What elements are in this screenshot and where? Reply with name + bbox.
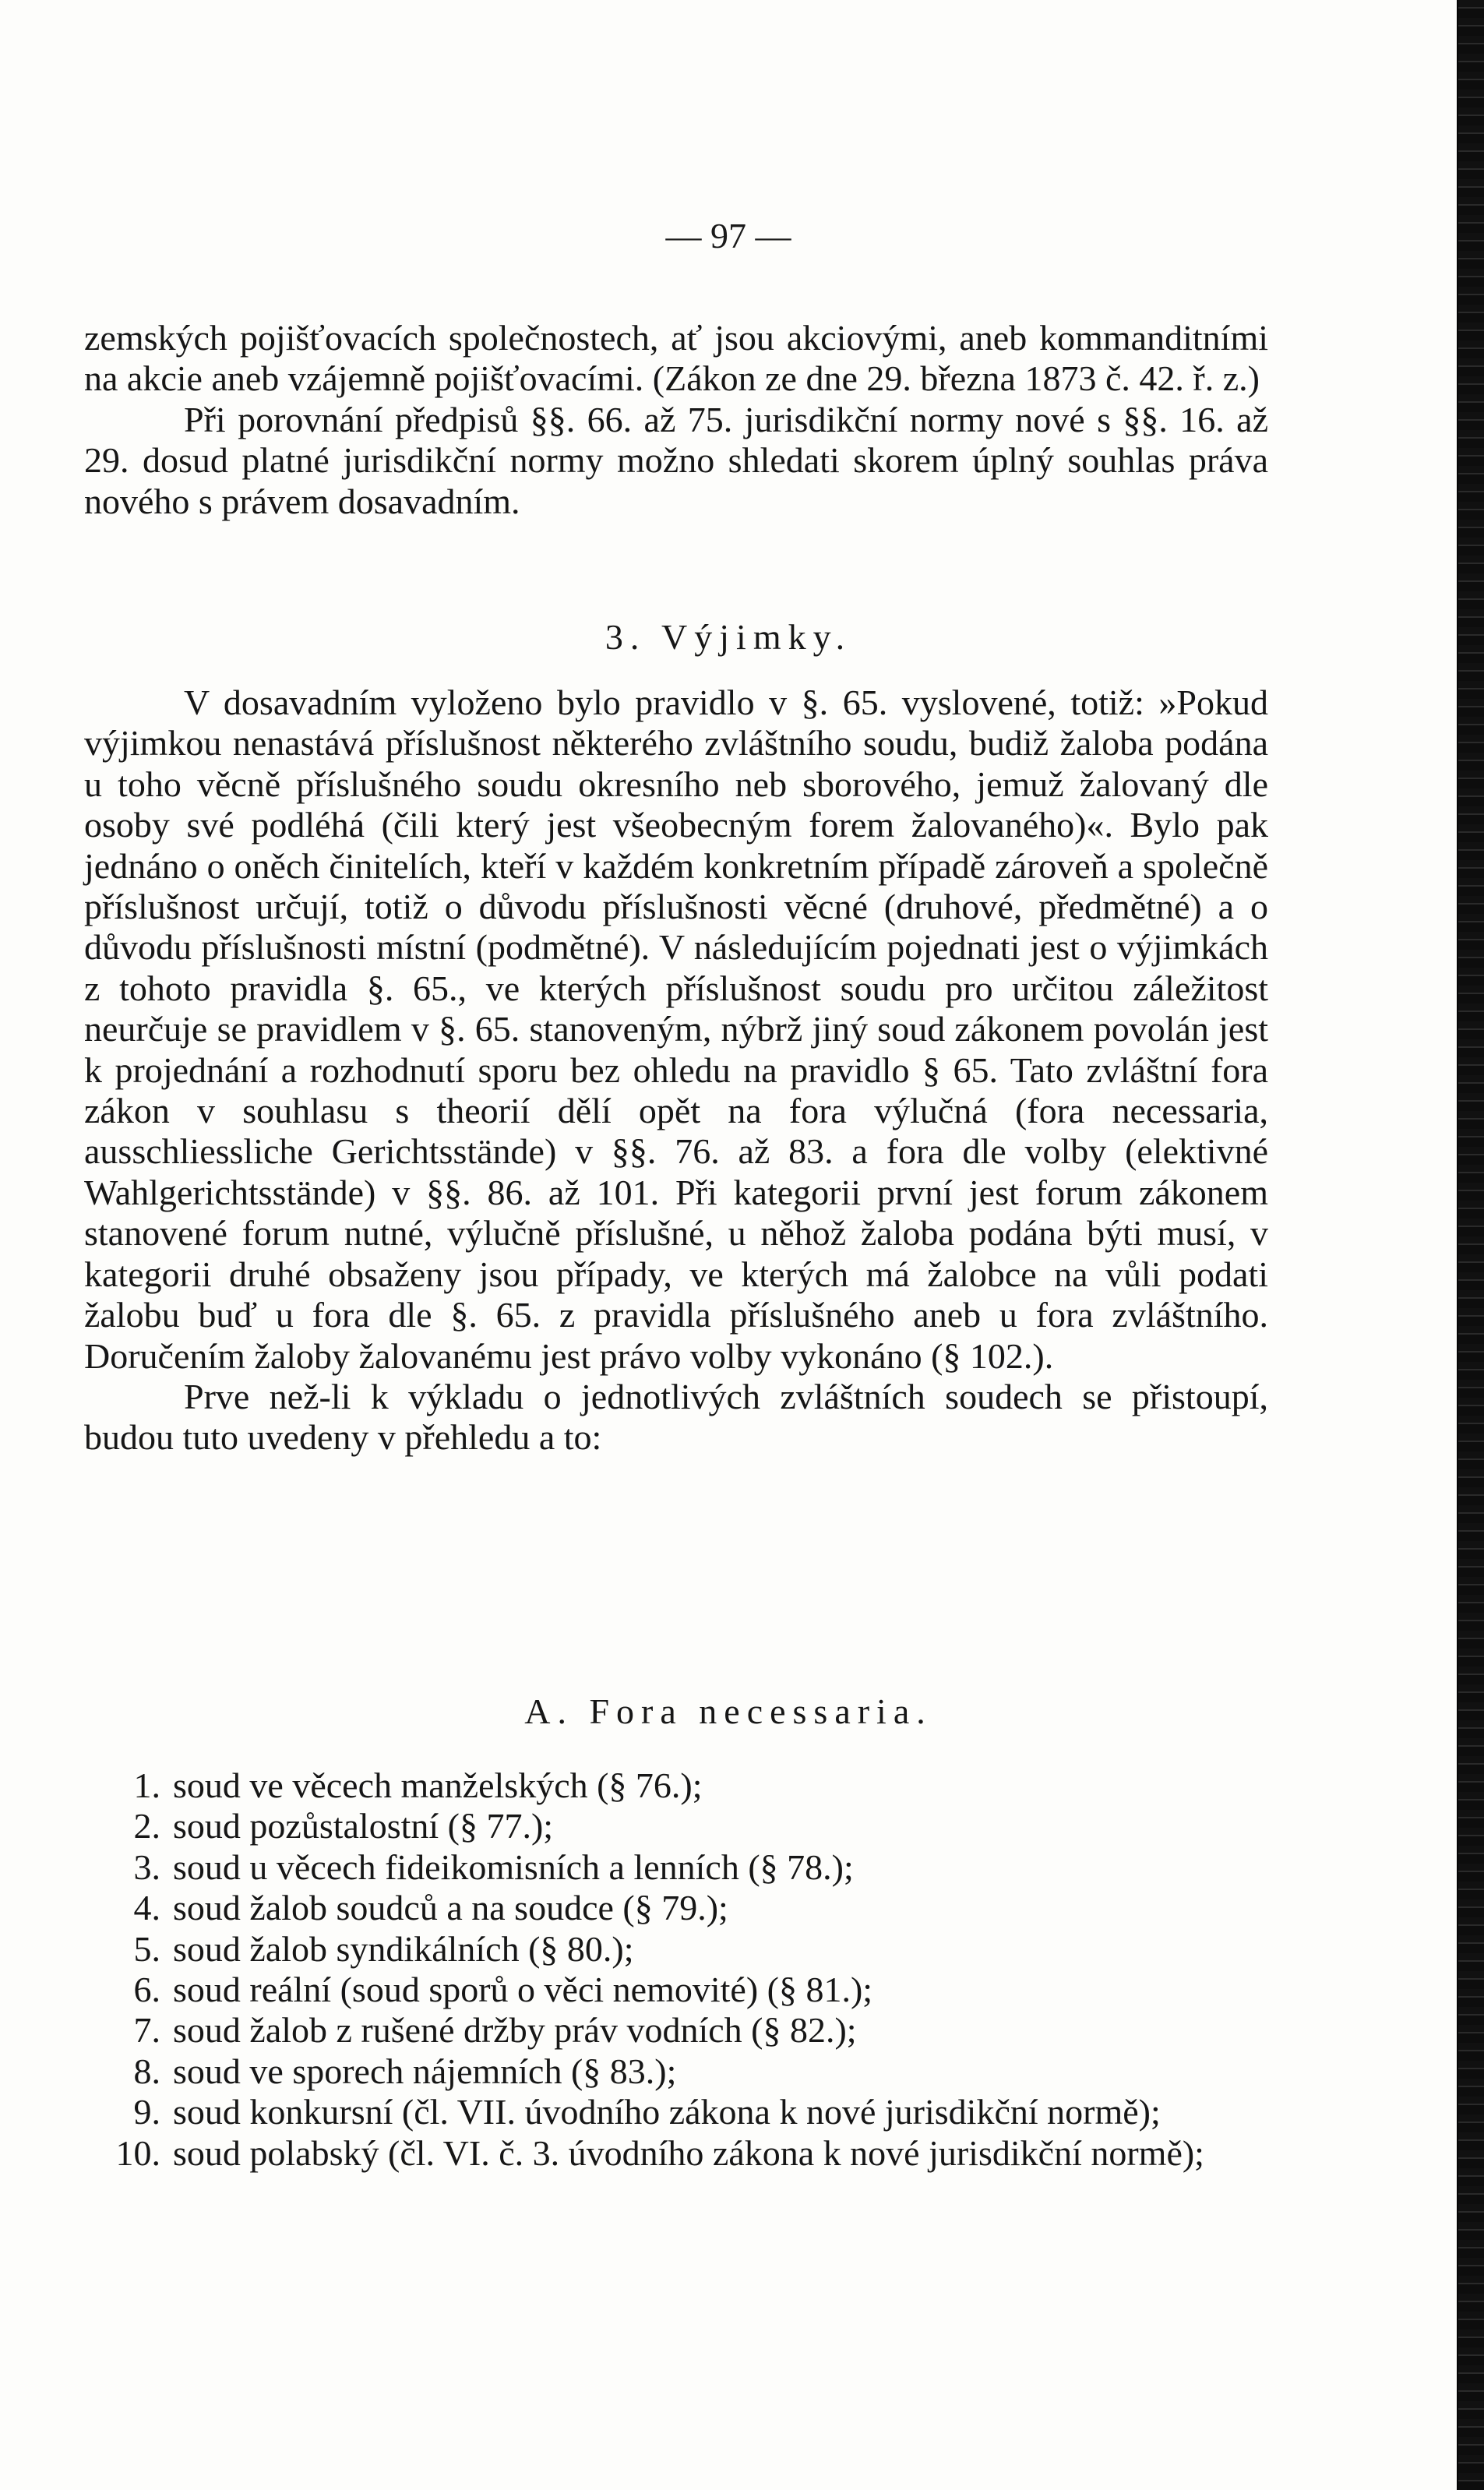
list-item-number: 8. [133,2051,160,2091]
section-heading: 3. Výjimky. [605,617,852,657]
comparison-paragraph: Při porovnání předpisů §§. 66. až 75. jurisdikční normy nové s §§. 16. až 29. dosud platné jurisdikční normy možno shledati skorem úplný souhlas práva nového s právem dosavadním. [84,399,1268,521]
list-item [84,1970,1268,2010]
list-item-text: soud konkursní (čl. VII. úvodního zákona k nové jurisdikční normě); [173,2092,1161,2132]
list-item-number: 10. [115,2132,160,2173]
list-item [84,2010,1268,2051]
list-item-text: soud ve věcech manželských (§ 76.); [173,1765,703,1805]
exceptions-paragraph: V dosavadním vyloženo bylo pravidlo v §. 65. vyslovené, totiž: »Pokud výjimkou nenastává příslušnost některého zvláštního soudu, budiž žaloba podána u toho věcně příslušného soudu okresního neb sborového, jemuž žalovaný dle osoby své podléhá (čili který jest všeobecným forem žalovaného)«. Bylo pak jednáno o oněch činitelích, kteří v každém konkretním případě zároveň a společně příslušnost určují, totiž o důvodu příslušnosti věcné (druhové, předmětné) a o důvodu příslušnosti místní (podmětné). V následujícím pojednati jest o výjimkách z tohoto pravidla §. 65., ve kterých příslušnost soudu pro určitou záležitost neurčuje se pravidlem v §. 65. stanoveným, nýbrž jiný soud zákonem povolán jest k projednání a rozhodnutí sporu bez ohledu na pravidlo § 65. Tato zvláštní fora zákon v souhlasu s theorií dělí opět na fora výlučná (fora necessaria, ausschliessliche Gerichtsstände) v §§. 76. až 83. a fora dle volby (elektivné Wahlgerichtsstände) v §§. 86. až 101. Při kategorii první jest forum zákonem stanovené forum nutné, výlučně příslušné, u něhož žaloba podána býti musí, v kategorii druhé obsaženy jsou případy, ve kterých má žalobce na vůli podati žalobu buď u fora dle §. 65. z pravidla příslušného aneb u fora zvláštního. Doručením žaloby žalovanému jest právo volby vykonáno (§ 102.). [84,682,1268,1376]
list-item-number: 9. [133,2092,160,2132]
list-item-number: 2. [133,1806,160,1846]
overview-paragraph: Prve než-li k výkladu o jednotlivých zvláštních soudech se přistoupí, budou tuto uvedeny v přehledu a to: [84,1376,1268,1458]
subheading: A. Fora necessaria. [524,1691,932,1731]
list-item-text: soud pozůstalostní (§ 77.); [173,1806,554,1846]
list-item-text: soud u věcech fideikomisních a lenních (§ 78.); [173,1846,854,1887]
list-item [84,1888,1268,1928]
list-item [84,2051,1268,2092]
list-item [84,2092,1268,2132]
list-item-text: soud polabský (čl. VI. č. 3. úvodního zákona k nové jurisdikční normě); [173,2132,1204,2173]
list-item [84,1929,1268,1970]
list-item-text: soud žalob syndikálních (§ 80.); [173,1928,634,1969]
list-item-number: 6. [133,1970,160,2010]
text-block-top [84,318,1268,522]
list-item-text: soud žalob z rušené držby práv vodních (§ 82.); [173,2010,857,2051]
text-block-main [84,682,1268,1458]
scan-edge [1458,0,1484,2490]
page-number: — 97 — [665,216,791,256]
list-item-text: soud ve sporech nájemních (§ 83.); [173,2051,677,2091]
list-item-number: 5. [133,1928,160,1969]
list-item [84,2133,1268,2174]
list-item [84,1765,1268,1806]
list-item-text: soud žalob soudců a na soudce (§ 79.); [173,1888,728,1928]
intro-paragraph: zemských pojišťovacích společnostech, ať jsou akciovými, aneb kommanditními na akcie aneb vzájemně pojišťovacími. (Zákon ze dne 29. března 1873 č. 42. ř. z.) [84,318,1268,399]
list-item [84,1806,1268,1846]
list-item-number: 4. [133,1888,160,1928]
list-item-number: 1. [133,1765,160,1805]
fora-necessaria-list [84,1765,1268,2174]
list-item-text: soud reální (soud sporů o věci nemovité) (§ 81.); [173,1970,873,2010]
list-item-number: 3. [133,1846,160,1887]
list-item [84,1847,1268,1888]
list-item-number: 7. [133,2010,160,2051]
